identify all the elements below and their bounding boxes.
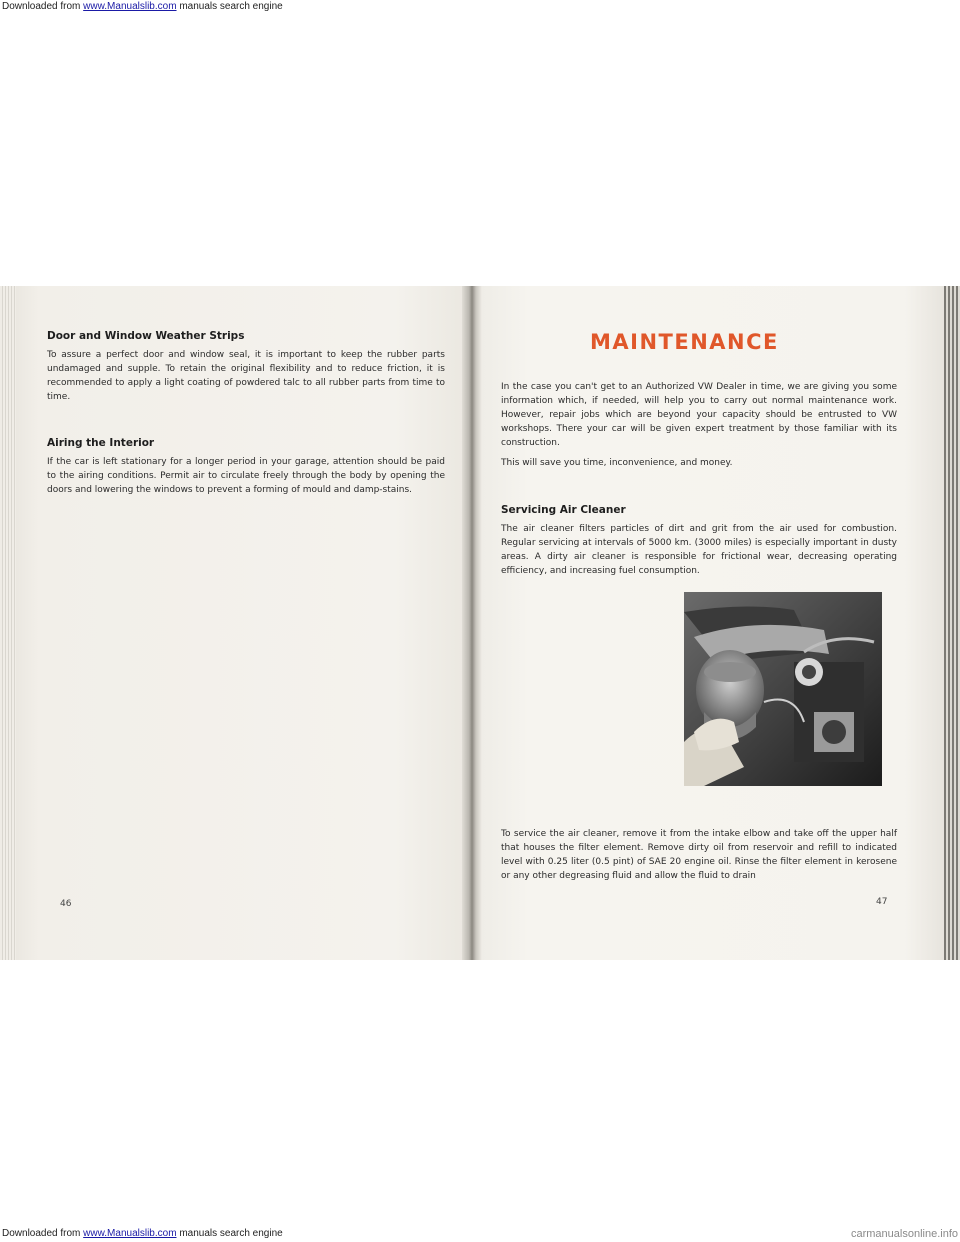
right-section-air-cleaner: [501, 503, 897, 578]
page-edge: [2, 286, 16, 960]
banner-prefix: Downloaded from: [2, 1, 81, 12]
section-heading: Door and Window Weather Strips: [47, 330, 245, 342]
section-text: The air cleaner filters particles of dirt and grit from the air used for combustion. Regular servicing at intervals of 5000 km. (3000 miles) is especially important in dusty areas. A dirty air cleaner is responsible for frictional wear, decreasing operating efficiency, and increasing fuel consumption.: [501, 524, 897, 576]
manual-spread: [0, 286, 960, 960]
watermark: carmanualsonline.info: [850, 1228, 958, 1240]
section-heading: Servicing Air Cleaner: [501, 504, 626, 516]
section-text: If the car is left stationary for a longer period in your garage, attention should be paid to the airing conditions. Permit air to circulate freely through the body by opening the doors and lowering the windows to prevent a forming of mould and damp-stains.: [47, 457, 445, 495]
manualslib-link[interactable]: www.Manualslib.com: [83, 1, 177, 12]
page-number-right: 47: [876, 897, 888, 907]
engine-photo: [684, 592, 882, 786]
right-bottom-text: [501, 827, 897, 883]
left-section-airing: [47, 436, 445, 497]
manualslib-link-bottom[interactable]: www.Manualslib.com: [83, 1228, 177, 1239]
intro-text-2: This will save you time, inconvenience, and money.: [501, 458, 733, 468]
service-instructions: To service the air cleaner, remove it from the intake elbow and take off the upper half that houses the filter element. Remove dirty oil from reservoir and refill to indicated level with 0.25 liter (0.5 pint) of SAE 20 engine oil. Rinse the filter element in kerosene or any other degreasing fluid and allow the fluid to drain: [501, 829, 897, 881]
banner-prefix: Downloaded from: [2, 1228, 81, 1239]
left-section-weather-strips: [47, 329, 445, 404]
banner-suffix: manuals search engine: [179, 1, 283, 12]
bottom-banner: [0, 1226, 960, 1242]
section-text: To assure a perfect door and window seal, it is important to keep the rubber parts undamaged and supple. To retain the original flexibility and to reduce friction, it is recommended to apply a light coating of powdered talc to all rubber parts from time to time.: [47, 350, 445, 402]
banner-suffix: manuals search engine: [179, 1228, 283, 1239]
page-title: MAINTENANCE: [590, 330, 779, 354]
right-page-edge: [944, 286, 960, 960]
page-number-left: 46: [60, 899, 72, 909]
download-banner: [0, 0, 960, 14]
book-gutter: [462, 286, 482, 960]
intro-text: In the case you can't get to an Authorized VW Dealer in time, we are giving you some information which, if needed, will help you to carry out normal maintenance work. However, repair jobs which are beyond your capacity should be entrusted to VW workshops. There your car will be given expert treatment by those familiar with its construction.: [501, 382, 897, 448]
right-intro: [501, 380, 897, 470]
section-heading: Airing the Interior: [47, 437, 155, 449]
